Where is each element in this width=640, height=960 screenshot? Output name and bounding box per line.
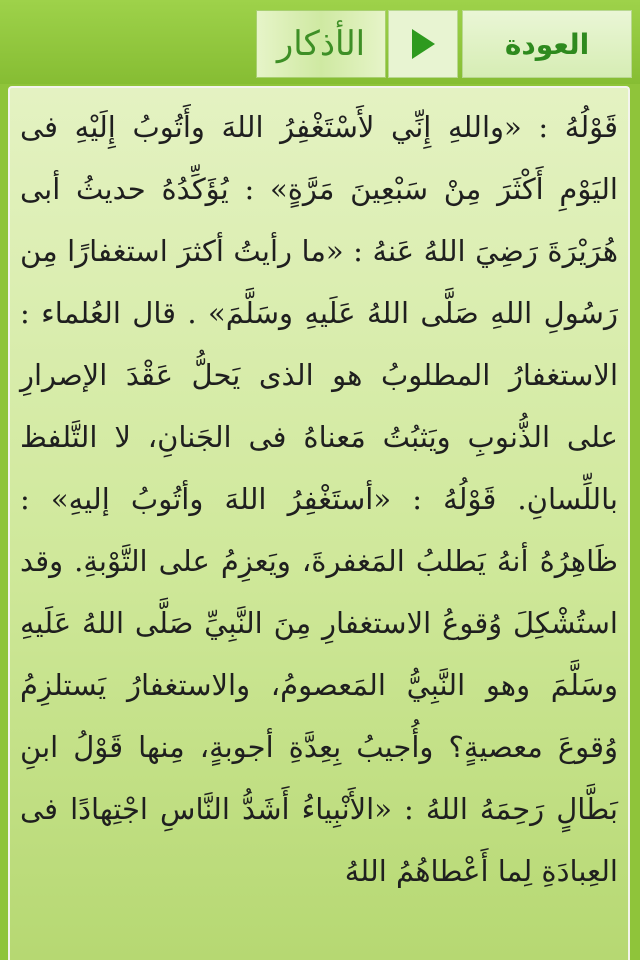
- play-button[interactable]: [388, 10, 458, 78]
- content-panel[interactable]: [8, 86, 630, 960]
- app-logo-text: الأذكار: [276, 24, 366, 64]
- top-bar: [0, 0, 640, 84]
- back-button-label: العودة: [504, 27, 590, 61]
- hadith-explanation-text: قَوْلُهُ : «واللهِ إِنِّي لأَسْتَغْفِرُ اللهَ وأَتُوبُ إِلَيْهِ فى اليَوْمِ أَكْثَرَ مِنْ سَبْعِينَ مَرَّةٍ» : يُؤَكِّدُهُ حديثُ أبى هُرَيْرَةَ رَضِيَ اللهُ عَنهُ : «ما رأيتُ أكثرَ استغفارًا مِن رَسُولِ اللهِ صَلَّى اللهُ عَلَيهِ وسَلَّمَ» . قال العُلماء : الاستغفارُ المطلوبُ هو الذى يَحلُّ عَقْدَ الإصرارِ على الذُّنوبِ ويَثبُتُ مَعناهُ فى الجَنانِ، لا التَّلفظ باللِّسانِ. قَوْلُهُ : «أستَغْفِرُ اللهَ وأتُوبُ إليهِ» : ظَاهِرُهُ أنهُ يَطلبُ المَغفرةَ، ويَعزِمُ على التَّوْبةِ. وقد استُشْكِلَ وُقوعُ الاستغفارِ مِنَ النَّبِيِّ صَلَّى اللهُ عَلَيهِ وسَلَّمَ وهو النَّبِيُّ المَعصومُ، والاستغفارُ يَستلزِمُ وُقوعَ معصيةٍ؟ وأُجيبُ بِعِدَّةِ أجوبةٍ، مِنها قَوْلُ ابنِ بَطَّالٍ رَحِمَهُ اللهُ : «الأَنْبِياءُ أَشَدُّ النَّاسِ اجْتِهادًا فى العِبادَةِ لِما أَعْطاهُمُ اللهُ: [20, 110, 618, 888]
- back-button[interactable]: [462, 10, 632, 78]
- app-logo: [256, 10, 386, 78]
- play-icon: [409, 27, 437, 61]
